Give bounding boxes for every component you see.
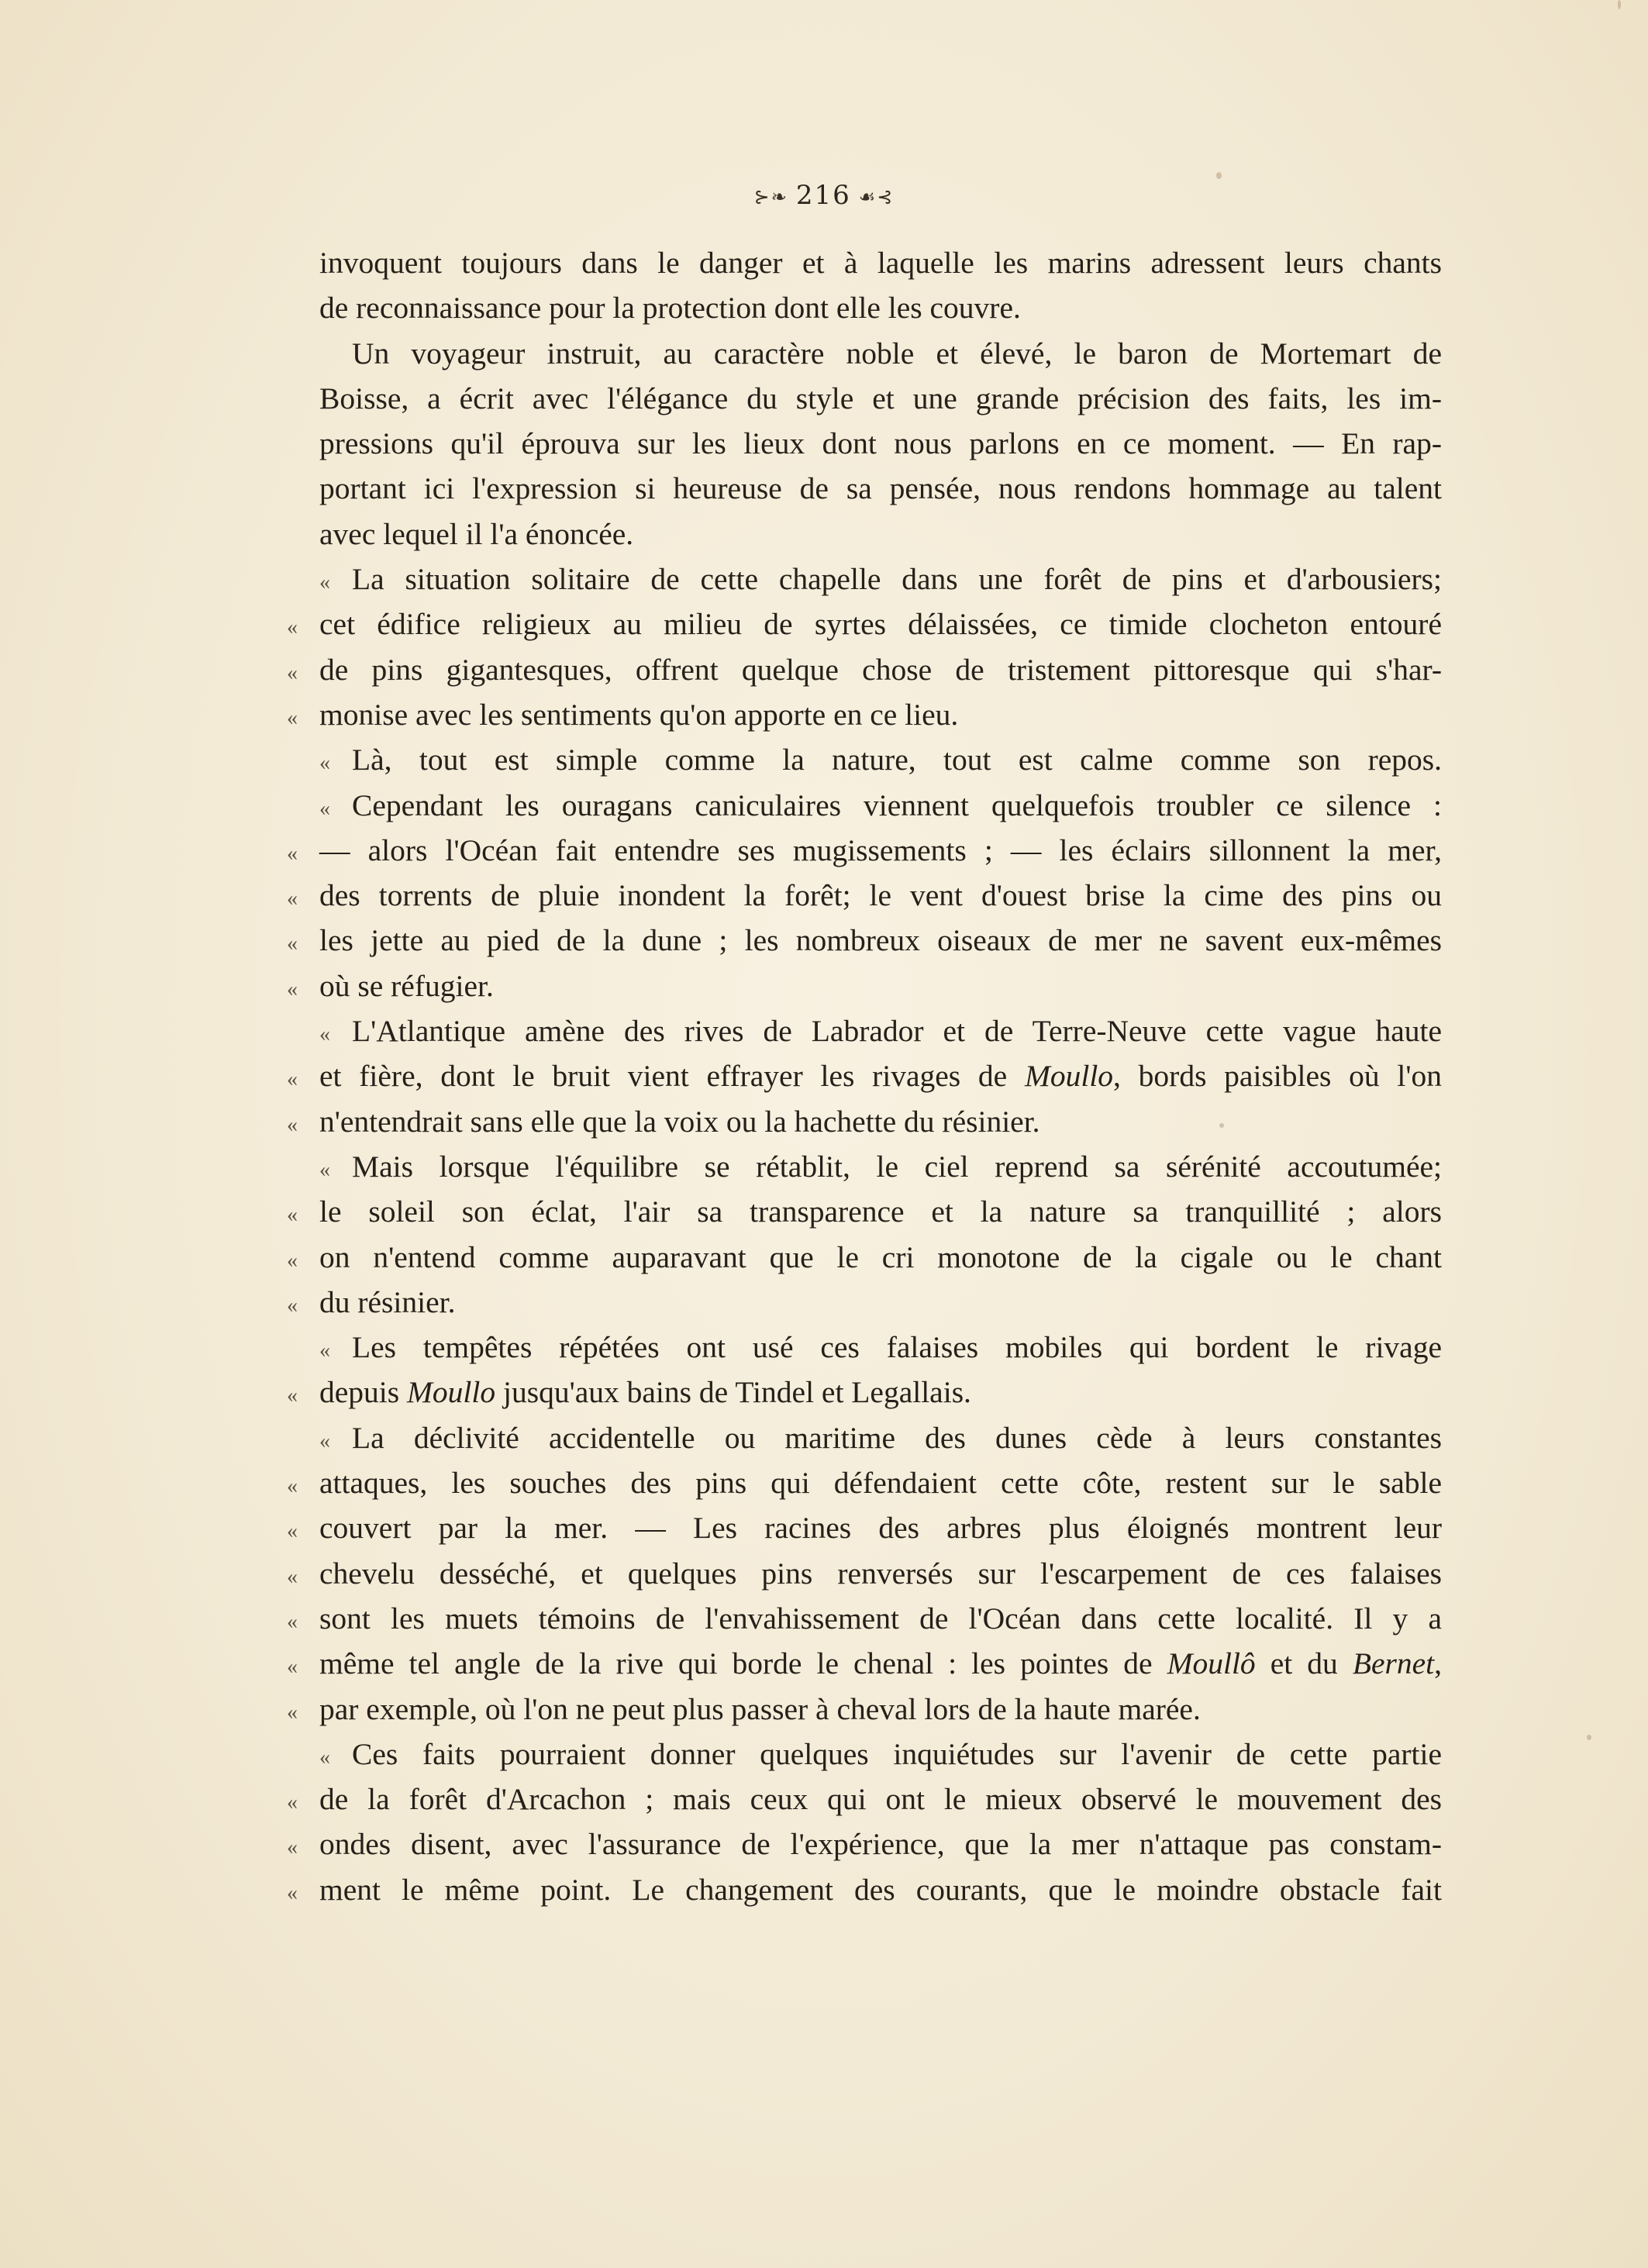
text-line	[287, 601, 1442, 646]
quote-mark: «	[287, 1384, 298, 1408]
quote-mark: «	[287, 932, 298, 956]
paper-spot	[1587, 1735, 1591, 1740]
text-line	[287, 1687, 1442, 1732]
text-line	[319, 1325, 1442, 1370]
text-line	[287, 1867, 1442, 1912]
text-line	[319, 285, 1442, 330]
quote-mark: «	[287, 1564, 298, 1589]
line-text: Mais lorsque l'équilibre se rétablit, le ciel reprend sa sérénité accoutumée;	[352, 1149, 1442, 1184]
text-line	[319, 1415, 1442, 1460]
text-line	[287, 1280, 1442, 1325]
quote-mark: «	[319, 570, 330, 595]
text-line	[319, 1144, 1442, 1189]
line-text: de reconnaissance pour la protection dont elle les couvre.	[319, 291, 1021, 326]
quote-mark: «	[319, 1745, 330, 1770]
quote-mark: «	[287, 1609, 298, 1634]
quote-mark: «	[319, 1429, 330, 1453]
text-line	[287, 1099, 1442, 1144]
quote-mark: «	[287, 887, 298, 912]
quote-mark: «	[287, 1791, 298, 1815]
quote-mark: «	[319, 1022, 330, 1047]
text-line	[287, 1053, 1442, 1098]
line-text: de pins gigantesques, offrent quelque chose de tristement pittoresque qui s'har-	[319, 652, 1442, 687]
text-line	[287, 1596, 1442, 1641]
text-line	[319, 421, 1442, 466]
text-line	[319, 783, 1442, 828]
line-text: n'entendrait sans elle que la voix ou la hachette du résinier.	[319, 1104, 1040, 1139]
line-text: par exemple, où l'on ne peut plus passer à cheval lors de la haute marée.	[319, 1691, 1201, 1726]
quote-mark: «	[287, 705, 298, 730]
text-line	[319, 737, 1442, 782]
text-line	[319, 512, 1442, 557]
header-ornament-left: ⊱❧	[753, 186, 788, 208]
text-line	[287, 1822, 1442, 1866]
text-line	[287, 1551, 1442, 1596]
text-line	[287, 692, 1442, 737]
line-text: portant ici l'expression si heureuse de sa pensée, nous rendons hommage au talent	[319, 471, 1442, 506]
line-text: pressions qu'il éprouva sur les lieux dont nous parlons en ce moment. — En rap-	[319, 426, 1442, 461]
line-text: on n'entend comme auparavant que le cri monotone de la cigale ou le chant	[319, 1239, 1442, 1274]
text-line	[287, 1505, 1442, 1550]
text-line	[319, 331, 1442, 376]
quote-mark: «	[319, 751, 330, 776]
quote-mark: «	[287, 1067, 298, 1092]
line-text: et fière, dont le bruit vient effrayer les rivages de Moullo, bords paisibles où l'on	[319, 1059, 1442, 1094]
line-text: avec lequel il l'a énoncée.	[319, 516, 634, 551]
line-text: même tel angle de la rive qui borde le chenal : les pointes de Moullô et du Bernet,	[319, 1646, 1442, 1681]
text-line	[319, 1732, 1442, 1777]
text-line	[287, 918, 1442, 963]
quote-mark: «	[319, 1157, 330, 1182]
text-line	[287, 873, 1442, 918]
line-text: cet édifice religieux au milieu de syrtes délaissées, ce timide clocheton entouré	[319, 607, 1442, 642]
line-text: monise avec les sentiments qu'on apporte en ce lieu.	[319, 697, 959, 732]
line-text: Les tempêtes répétées ont usé ces falaises mobiles qui bordent le rivage	[352, 1330, 1442, 1365]
line-text: Boisse, a écrit avec l'élégance du style et une grande précision des faits, les im-	[319, 381, 1442, 415]
quote-mark: «	[287, 1474, 298, 1499]
quote-mark: «	[287, 1112, 298, 1137]
paper-spot	[1219, 1123, 1224, 1128]
quote-mark: «	[287, 1880, 298, 1905]
page-header	[0, 180, 1648, 211]
text-line	[287, 828, 1442, 873]
text-line	[287, 1460, 1442, 1505]
paper-spot	[1618, 0, 1621, 9]
line-text: où se réfugier.	[319, 968, 494, 1003]
text-line	[319, 466, 1442, 511]
text-line	[287, 1777, 1442, 1822]
quote-mark: «	[287, 1519, 298, 1544]
line-text: Cependant les ouragans caniculaires viennent quelquefois troubler ce silence :	[352, 788, 1442, 822]
quote-mark: «	[287, 660, 298, 685]
page-number: 216	[795, 180, 851, 211]
line-text: les jette au pied de la dune ; les nombreux oiseaux de mer ne savent eux-mêmes	[319, 923, 1442, 958]
line-text: La déclivité accidentelle ou maritime des dunes cède à leurs constantes	[352, 1420, 1442, 1455]
line-text: chevelu desséché, et quelques pins renversés sur l'escarpement de ces falaises	[319, 1556, 1442, 1591]
line-text: La situation solitaire de cette chapelle dans une forêt de pins et d'arbousiers;	[352, 562, 1442, 597]
line-text: couvert par la mer. — Les racines des arbres plus éloignés montrent leur	[319, 1511, 1442, 1546]
line-text: de la forêt d'Arcachon ; mais ceux qui ont le mieux observé le mouvement des	[319, 1782, 1442, 1817]
text-line	[319, 240, 1442, 285]
text-line	[319, 1008, 1442, 1053]
line-text: le soleil son éclat, l'air sa transparence et la nature sa tranquillité ; alors	[319, 1194, 1442, 1229]
quote-mark: «	[287, 977, 298, 1001]
line-text: invoquent toujours dans le danger et à laquelle les marins adressent leurs chants	[319, 246, 1442, 280]
text-line	[287, 1641, 1442, 1686]
text-line	[287, 1189, 1442, 1234]
quote-mark: «	[319, 1339, 330, 1363]
line-text: ondes disent, avec l'assurance de l'expérience, que la mer n'attaque pas constam-	[319, 1827, 1442, 1862]
line-text: — alors l'Océan fait entendre ses mugissements ; — les éclairs sillonnent la mer,	[319, 832, 1442, 867]
line-text: sont les muets témoins de l'envahissement de l'Océan dans cette localité. Il y a	[319, 1601, 1442, 1636]
line-text: ment le même point. Le changement des courants, que le moindre obstacle fait	[319, 1872, 1442, 1907]
text-line	[287, 1235, 1442, 1280]
body-text	[287, 240, 1442, 1912]
header-ornament-right: ☙⊰	[858, 186, 895, 208]
quote-mark: «	[287, 1700, 298, 1725]
line-text: L'Atlantique amène des rives de Labrador et de Terre-Neuve cette vague haute	[352, 1014, 1442, 1049]
quote-mark: «	[287, 1203, 298, 1228]
text-line	[287, 1370, 1442, 1415]
line-text: Là, tout est simple comme la nature, tout est calme comme son repos.	[352, 743, 1442, 777]
text-line	[319, 557, 1442, 601]
text-line	[287, 963, 1442, 1008]
quote-mark: «	[287, 1293, 298, 1318]
line-text: Un voyageur instruit, au caractère noble et élevé, le baron de Mortemart de	[352, 336, 1442, 371]
quote-mark: «	[287, 1655, 298, 1680]
line-text: des torrents de pluie inondent la forêt; le vent d'ouest brise la cime des pins ou	[319, 878, 1442, 913]
quote-mark: «	[287, 841, 298, 866]
paper-spot	[1216, 172, 1222, 179]
quote-mark: «	[319, 796, 330, 821]
quote-mark: «	[287, 1835, 298, 1860]
line-text: depuis Moullo jusqu'aux bains de Tindel et Legallais.	[319, 1375, 971, 1410]
text-line	[319, 376, 1442, 421]
quote-mark: «	[287, 1248, 298, 1273]
line-text: du résinier.	[319, 1284, 456, 1319]
line-text: attaques, les souches des pins qui défendaient cette côte, restent sur le sable	[319, 1466, 1442, 1501]
text-line	[287, 647, 1442, 692]
quote-mark: «	[287, 615, 298, 640]
line-text: Ces faits pourraient donner quelques inquiétudes sur l'avenir de cette partie	[352, 1736, 1442, 1771]
